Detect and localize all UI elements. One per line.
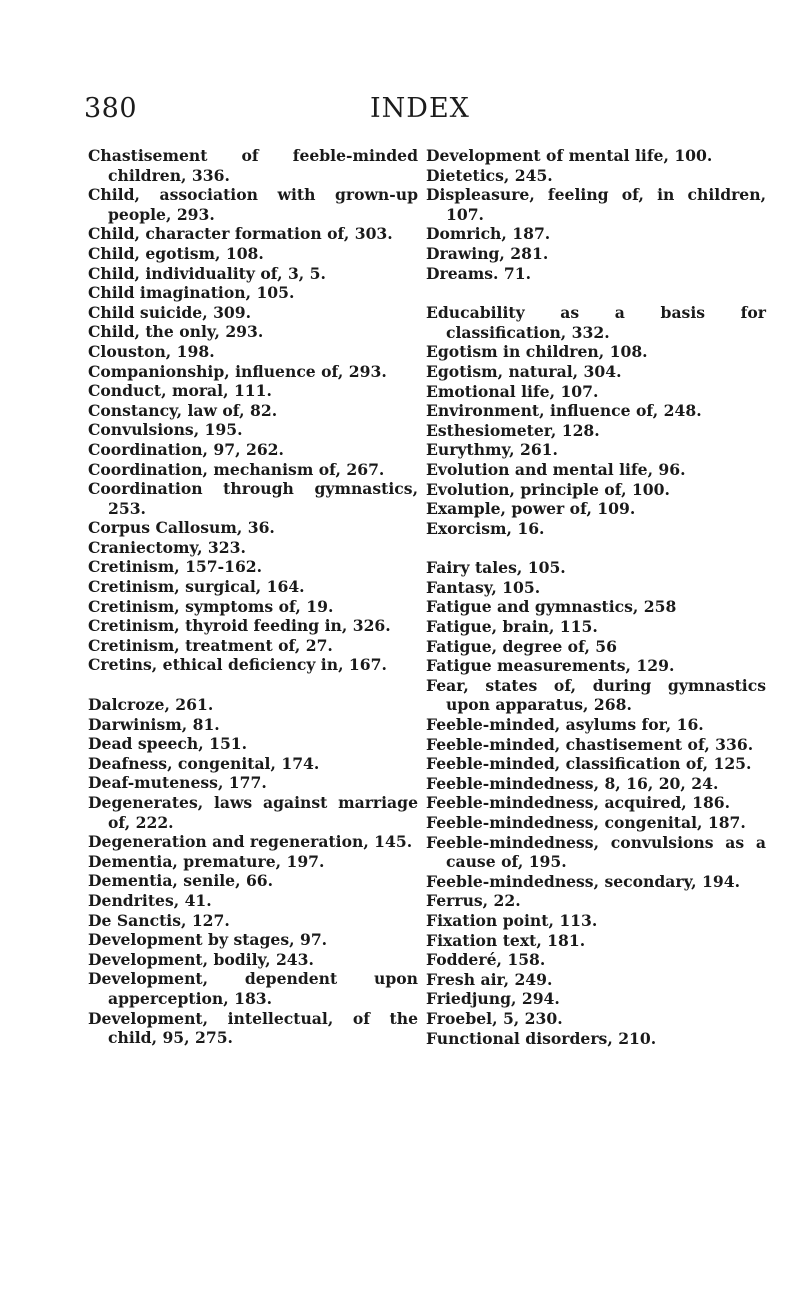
index-entry: Deafness, congenital, 174. [88, 753, 320, 773]
index-entry: Dreams. 71. [426, 263, 532, 283]
index-column-right [426, 146, 766, 1048]
index-entry: Froebel, 5, 230. [426, 1008, 563, 1028]
index-entry: Child suicide, 309. [88, 302, 252, 322]
index-entry: Cretinism, symptoms of, 19. [88, 596, 334, 616]
index-entry: Child, association with grown-up people, 293. [88, 185, 418, 224]
index-entry: Child, character formation of, 303. [88, 224, 393, 244]
index-entry: Development, dependent upon apperception, 183. [88, 969, 418, 1008]
index-entry: Ferrus, 22. [426, 891, 521, 911]
index-entry: Darwinism, 81. [88, 714, 220, 734]
running-title: INDEX [370, 93, 470, 124]
index-entry: Cretinism, treatment of, 27. [88, 635, 333, 655]
index-entry: Fixation point, 113. [426, 910, 598, 930]
index-entry: Dementia, senile, 66. [88, 871, 274, 891]
index-entry: Fixation text, 181. [426, 930, 586, 950]
index-entry: Craniectomy, 323. [88, 537, 246, 557]
index-entry: Child imagination, 105. [88, 283, 295, 303]
page-header [84, 93, 724, 133]
index-entry: Feeble-minded, asylums for, 16. [426, 715, 704, 735]
index-entry: Feeble-mindedness, congenital, 187. [426, 813, 746, 832]
index-entry: Dendrites, 41. [88, 890, 212, 910]
index-column-left [88, 146, 418, 1048]
index-entry: Fatigue and gymnastics, 258 [426, 597, 677, 617]
index-entry: Deaf-muteness, 177. [88, 773, 267, 793]
index-entry: Degeneration and regeneration, 145. [88, 832, 413, 852]
index-entry: Egotism, natural, 304. [426, 361, 622, 381]
index-entry: Fodderé, 158. [426, 950, 546, 970]
index-entry: Coordination, 97, 262. [88, 439, 284, 459]
index-entry: Friedjung, 294. [426, 989, 560, 1009]
letter-group-spacer [426, 283, 766, 303]
index-entry: Coordination through gymnastics, 253. [88, 479, 418, 518]
index-entry: De Sanctis, 127. [88, 910, 230, 930]
index-entry: Cretinism, 157-162. [88, 557, 263, 577]
page-number: 380 [84, 93, 138, 124]
index-entry: Fatigue, brain, 115. [426, 617, 598, 637]
index-entry: Drawing, 281. [426, 243, 549, 263]
index-entry: Conduct, moral, 111. [88, 381, 272, 401]
index-entry: Child, the only, 293. [88, 322, 264, 342]
index-entry: Functional disorders, 210. [426, 1028, 657, 1048]
index-entry: Evolution, principle of, 100. [426, 479, 670, 499]
index-entry: Emotional life, 107. [426, 381, 599, 401]
index-entry: Clouston, 198. [88, 341, 215, 361]
index-entry: Exorcism, 16. [426, 518, 545, 538]
index-entry: Dementia, premature, 197. [88, 851, 325, 871]
index-entry: Dalcroze, 261. [88, 695, 214, 715]
index-entry: Fear, states of, during gymnastics upon apparatus, 268. [426, 675, 766, 715]
index-entry: Feeble-minded, chastisement of, 336. [426, 734, 754, 754]
index-entry: Dead speech, 151. [88, 734, 248, 754]
letter-group-spacer [426, 538, 766, 558]
index-entry: Eurythmy, 261. [426, 440, 558, 460]
index-entry: Development of mental life, 100. [426, 146, 713, 165]
index-entry: Development, intellectual, of the child, 95, 275. [88, 1008, 418, 1048]
index-entry: Child, individuality of, 3, 5. [88, 263, 326, 283]
index-entry: Feeble-minded, classification of, 125. [426, 754, 752, 774]
index-entry: Egotism in children, 108. [426, 342, 648, 362]
index-entry: Child, egotism, 108. [88, 243, 264, 263]
index-entry: Corpus Callosum, 36. [88, 518, 275, 538]
index-entry: Displeasure, feeling of, in children, 107. [426, 185, 766, 224]
index-entry: Fatigue measurements, 129. [426, 656, 675, 676]
index-entry: Example, power of, 109. [426, 499, 636, 519]
index-entry: Feeble-mindedness, 8, 16, 20, 24. [426, 773, 719, 793]
index-entry: Constancy, law of, 82. [88, 400, 278, 420]
index-entry: Convulsions, 195. [88, 420, 243, 440]
index-entry: Chastisement of feeble-minded children, 336. [88, 146, 418, 185]
index-entry: Evolution and mental life, 96. [426, 459, 686, 479]
index-entry: Esthesiometer, 128. [426, 420, 600, 440]
index-entry: Cretinism, surgical, 164. [88, 577, 305, 597]
index-entry: Fatigue, degree of, 56 [426, 636, 618, 656]
index-entry: Degenerates, laws against marriage of, 222. [88, 793, 418, 832]
index-entry: Fairy tales, 105. [426, 558, 566, 578]
index-entry: Coordination, mechanism of, 267. [88, 459, 385, 479]
index-entry: Cretinism, thyroid feeding in, 326. [88, 616, 391, 636]
index-entry: Cretins, ethical deficiency in, 167. [88, 655, 387, 675]
index-entry: Educability as a basis for classification, 332. [426, 303, 766, 342]
index-entry: Feeble-mindedness, convulsions as a cause of, 195. [426, 832, 766, 872]
index-entry: Fantasy, 105. [426, 577, 541, 597]
index-entry: Domrich, 187. [426, 224, 551, 244]
index-entry: Companionship, influence of, 293. [88, 361, 387, 381]
letter-group-spacer [88, 675, 418, 695]
index-entry: Development, bodily, 243. [88, 949, 314, 969]
index-entry: Fresh air, 249. [426, 969, 553, 989]
index-entry: Dietetics, 245. [426, 165, 553, 185]
index-entry: Development by stages, 97. [88, 930, 328, 950]
index-entry: Feeble-mindedness, secondary, 194. [426, 871, 741, 891]
index-entry: Environment, influence of, 248. [426, 401, 702, 421]
index-entry: Feeble-mindedness, acquired, 186. [426, 793, 731, 813]
